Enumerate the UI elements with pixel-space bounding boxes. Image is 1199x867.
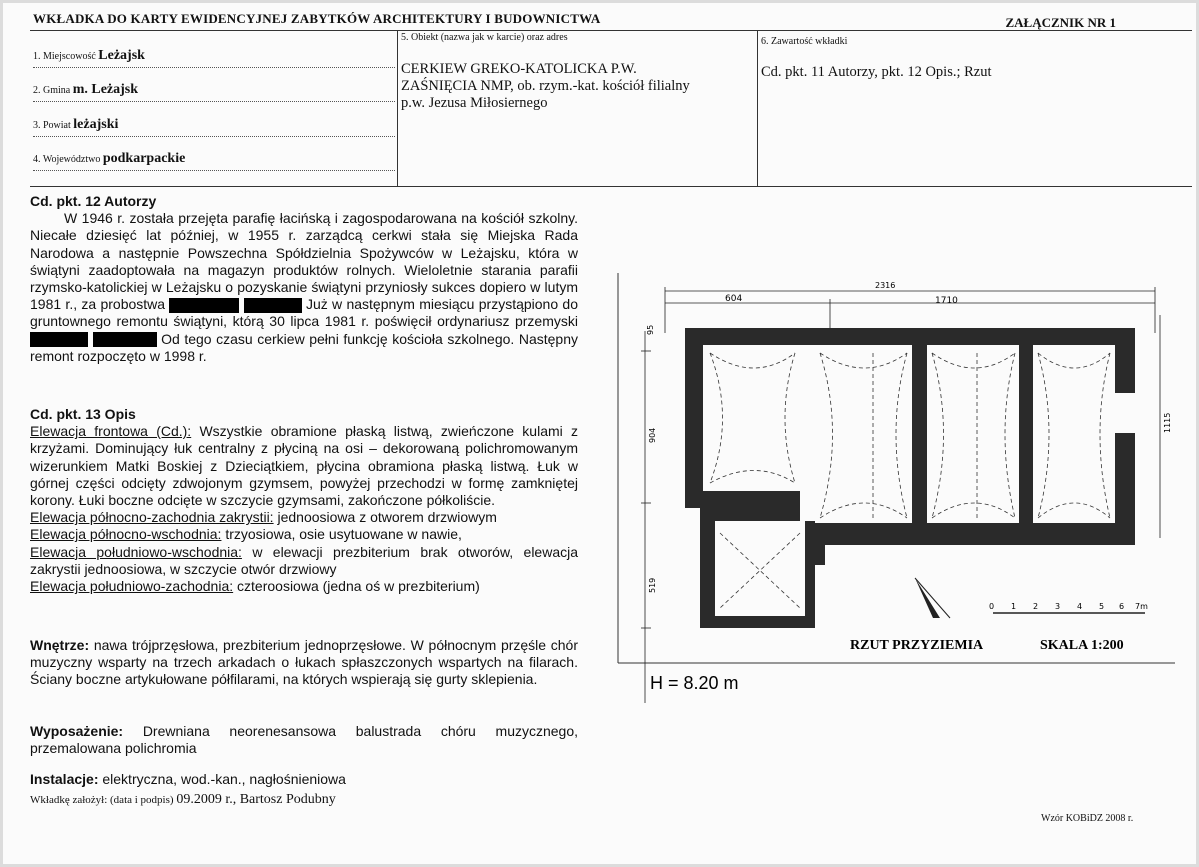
interior-label: Wnętrze: [30, 637, 90, 653]
ne-elevation-text: trzyosiowa, osie usytuowane w nawie, [225, 526, 462, 543]
county-label: 3. Powiat [33, 120, 71, 131]
dim-width: 1115 [1163, 412, 1172, 433]
author-footer-value: 09.2009 r., Bartosz Podubny [176, 792, 336, 807]
commune-dotline [33, 101, 395, 102]
author-footer [30, 792, 336, 808]
sw-elevation-label: Elewacja południowo-zachodnia: [30, 578, 234, 595]
scale-tick-1: 1 [1011, 602, 1017, 611]
authors-heading: Cd. pkt. 12 Autorzy [30, 193, 157, 209]
object-line-2: ZAŚNIĘCIA NMP, ob. rzym.-kat. kościół filialny [401, 78, 690, 94]
dim-right: 1710 [935, 296, 958, 306]
description-heading: Cd. pkt. 13 Opis [30, 406, 136, 422]
contents-label: 6. Zawartość wkładki [761, 36, 848, 47]
scale-tick-7: 7m [1135, 602, 1148, 611]
annex-label: ZAŁĄCZNIK NR 1 [1005, 15, 1116, 30]
template-note: Wzór KOBiDZ 2008 r. [1041, 813, 1134, 824]
floor-plan [615, 273, 1175, 703]
document-title: WKŁADKA DO KARTY EWIDENCYJNEJ ZABYTKÓW ARCHITEKTURY I BUDOWNICTWA [33, 11, 601, 26]
installations-section [30, 771, 578, 788]
redaction-box [244, 298, 302, 313]
scale-tick-5: 5 [1099, 602, 1105, 611]
voivodeship-field [33, 151, 185, 167]
authors-section [30, 193, 578, 365]
place-field [33, 48, 145, 64]
header-divider-1 [397, 30, 398, 186]
building-height: H = 8.20 m [650, 673, 739, 693]
installations-text: elektryczna, wod.-kan., nagłośnieniowa [102, 771, 346, 787]
equipment-section [30, 723, 578, 757]
scale-tick-0: 0 [989, 602, 995, 611]
commune-label: 2. Gmina [33, 85, 71, 96]
dim-top-wall: 95 [646, 324, 655, 335]
se-elevation-label: Elewacja południowo-wschodnia: [30, 543, 242, 560]
authors-paragraph-3: Od tego czasu cerkiew pełni funkcję kościoła szkolnego. Następny remont rozpoczęto w 1998 r. [30, 330, 578, 364]
description-section [30, 406, 578, 595]
interior-text: nawa trójprzęsłowa, prezbiterium jednoprzęsłowe. W północnym przęśle chór muzyczny wsparty na trzech arkadach o łukach spłaszczonych wspartych na filarach. Ściany boczne artykułowane półfilarami, na których wspierają się gurty sklepienia. [30, 637, 579, 688]
county-dotline [33, 136, 395, 137]
dim-nave: 904 [648, 427, 657, 443]
scale-bar [989, 602, 1148, 613]
dim-total: 2316 [875, 281, 896, 290]
voivodeship-dotline [33, 170, 395, 171]
equipment-text: Drewniana neorenesansowa balustrada chóru muzycznego, przemalowana polichromia [30, 723, 579, 757]
voivodeship-label: 4. Województwo [33, 154, 101, 165]
place-value: Leżajsk [98, 48, 145, 63]
header-bottom-rule [30, 186, 1192, 187]
object-value [401, 61, 690, 112]
place-label: 1. Miejscowość [33, 51, 96, 62]
place-dotline [33, 67, 395, 68]
redaction-box [30, 332, 88, 347]
redaction-box [169, 298, 239, 313]
plan-walls [685, 328, 1135, 628]
plan-caption: RZUT PRZYZIEMIA [850, 638, 984, 653]
dim-left: 604 [725, 294, 743, 304]
front-elevation-label: Elewacja frontowa (Cd.): [30, 423, 192, 440]
scale-tick-3: 3 [1055, 602, 1061, 611]
redaction-box [93, 332, 157, 347]
object-label: 5. Obiekt (nazwa jak w karcie) oraz adres [401, 32, 568, 43]
north-arrow [915, 578, 950, 618]
scale-tick-4: 4 [1077, 602, 1083, 611]
authors-paragraph-1: W 1946 r. została przejęta parafię łacińską i zagospodarowana na kościół szkolny. Niecałe dziesięć lat później, w 1955 r. zarządcą cerkwi stała się Miejska Rada Narodowa a następnie Powszechna Spółdzielnia Spożywców w Leżajsku, która w świątyni zaadoptowała na magazyn produktów rolnych. Wieloletnie starania parafii rzymsko-katolickiej w Leżajsku o pozyskanie świątyni przyniosły sukces dopiero w lutym 1981 r., za probostwa [30, 210, 578, 313]
scale-tick-6: 6 [1119, 602, 1125, 611]
contents-value: Cd. pkt. 11 Autorzy, pkt. 12 Opis.; Rzut [761, 64, 992, 80]
voivodeship-value: podkarpackie [102, 151, 186, 166]
interior-section [30, 637, 578, 689]
sw-elevation-text: czteroosiowa (jedna oś w prezbiterium) [237, 578, 480, 595]
document-sheet [3, 3, 1196, 864]
front-elevation-text: Wszystkie obramione płaską listwą, zwieńczone kulami z krzyżami. Dominujący łuk centralny z płyciną na osi – dekorowaną polichromowanym wizerunkiem Matki Boskiej z Dzieciątkiem, płycina obramiona płaską listwą. Łuk w górnej części odcięty zdwojonym gzymsem, powyżej przechodzi w formę zamkniętej korony. Łuki boczne odcięte w szczycie gzymsami, zakończone półkoliście. [30, 423, 578, 509]
author-footer-label: Wkładkę założył: (data i podpis) [30, 794, 174, 806]
ne-elevation-label: Elewacja północno-wschodnia: [30, 526, 222, 543]
header-top-rule [30, 30, 1192, 31]
header-divider-2 [757, 30, 758, 186]
commune-value: m. Leżajsk [72, 82, 139, 97]
installations-label: Instalacje: [30, 771, 99, 787]
county-value: leżajski [73, 117, 119, 132]
object-line-3: p.w. Jezusa Miłosiernego [401, 95, 548, 111]
county-field [33, 117, 118, 133]
object-line-1: CERKIEW GREKO-KATOLICKA P.W. [401, 61, 637, 77]
dim-sacristy: 519 [648, 577, 657, 593]
scale-tick-2: 2 [1033, 602, 1039, 611]
authors-paragraph-2: Już w następnym miesiącu przystąpiono do gruntownego remontu świątyni, którą 30 lipca 1981 r. poświęcił ordynariusz przemyski [30, 296, 578, 330]
nw-sacristy-elevation-label: Elewacja północno-zachodnia zakrystii: [30, 509, 274, 526]
commune-field [33, 82, 138, 98]
se-elevation-text: w elewacji prezbiterium brak otworów, elewacja zakrystii jednoosiowa, w szczycie otwór drzwiowy [30, 543, 579, 577]
plan-scale: SKALA 1:200 [1040, 638, 1124, 653]
nw-sacristy-elevation-text: jednoosiowa z otworem drzwiowym [277, 509, 497, 526]
equipment-label: Wyposażenie: [30, 723, 124, 739]
